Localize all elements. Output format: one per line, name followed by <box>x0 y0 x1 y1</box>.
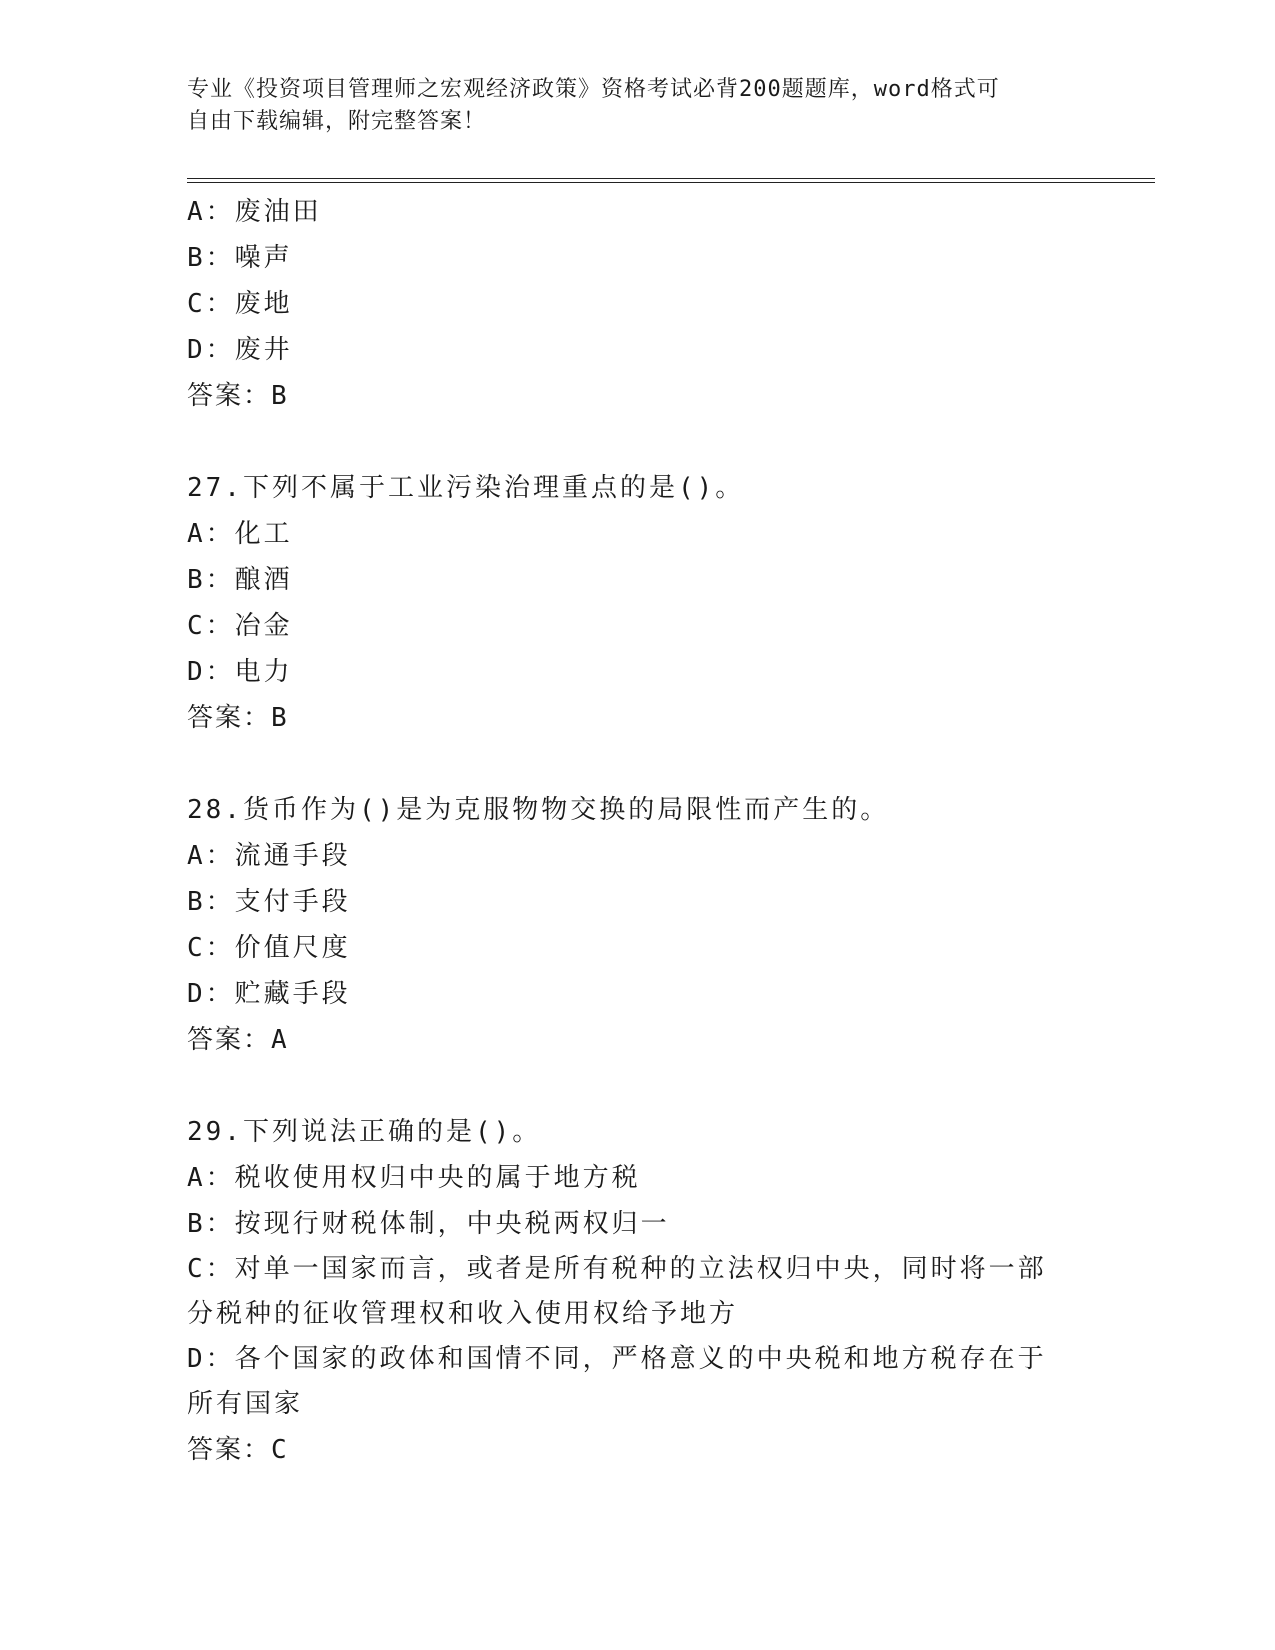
option-c: C：废地 <box>187 289 293 319</box>
option-d: D：各个国家的政体和国情不同，严格意义的中央税和地方税存在于所有国家 <box>187 1344 1047 1419</box>
option-b: B：按现行财税体制，中央税两权归一 <box>187 1209 670 1239</box>
option-b: B：支付手段 <box>187 887 351 917</box>
option-d: D：废井 <box>187 335 293 365</box>
option-a: A：化工 <box>187 519 293 549</box>
option-d: D：电力 <box>187 657 293 687</box>
question-list <box>187 189 1067 1473</box>
answer: 答案：B <box>187 703 289 733</box>
answer: 答案：C <box>187 1435 289 1465</box>
question-stem: 28.货币作为()是为克服物物交换的局限性而产生的。 <box>187 795 890 825</box>
option-c: C：价值尺度 <box>187 933 351 963</box>
question-block-28 <box>187 787 1067 1063</box>
option-b: B：酿酒 <box>187 565 293 595</box>
option-b: B：噪声 <box>187 243 293 273</box>
option-a: A：流通手段 <box>187 841 351 871</box>
answer: 答案：A <box>187 1025 289 1055</box>
option-d: D：贮藏手段 <box>187 979 351 1009</box>
question-block-27 <box>187 465 1067 741</box>
question-stem: 29.下列说法正确的是()。 <box>187 1117 542 1147</box>
question-stem: 27.下列不属于工业污染治理重点的是()。 <box>187 473 745 503</box>
question-block-26 <box>187 189 1067 419</box>
option-a: A：废油田 <box>187 197 322 227</box>
header-divider <box>187 178 1155 183</box>
answer: 答案：B <box>187 381 289 411</box>
document-header <box>187 74 1067 138</box>
option-c: C：冶金 <box>187 611 293 641</box>
option-a: A：税收使用权归中央的属于地方税 <box>187 1163 641 1193</box>
header-line-1: 专业《投资项目管理师之宏观经济政策》资格考试必背200题题库，word格式可 <box>187 77 1000 102</box>
header-line-2: 自由下载编辑，附完整答案！ <box>187 109 487 134</box>
question-block-29 <box>187 1109 1067 1473</box>
option-c: C：对单一国家而言，或者是所有税种的立法权归中央，同时将一部分税种的征收管理权和收入使用权给予地方 <box>187 1254 1047 1329</box>
